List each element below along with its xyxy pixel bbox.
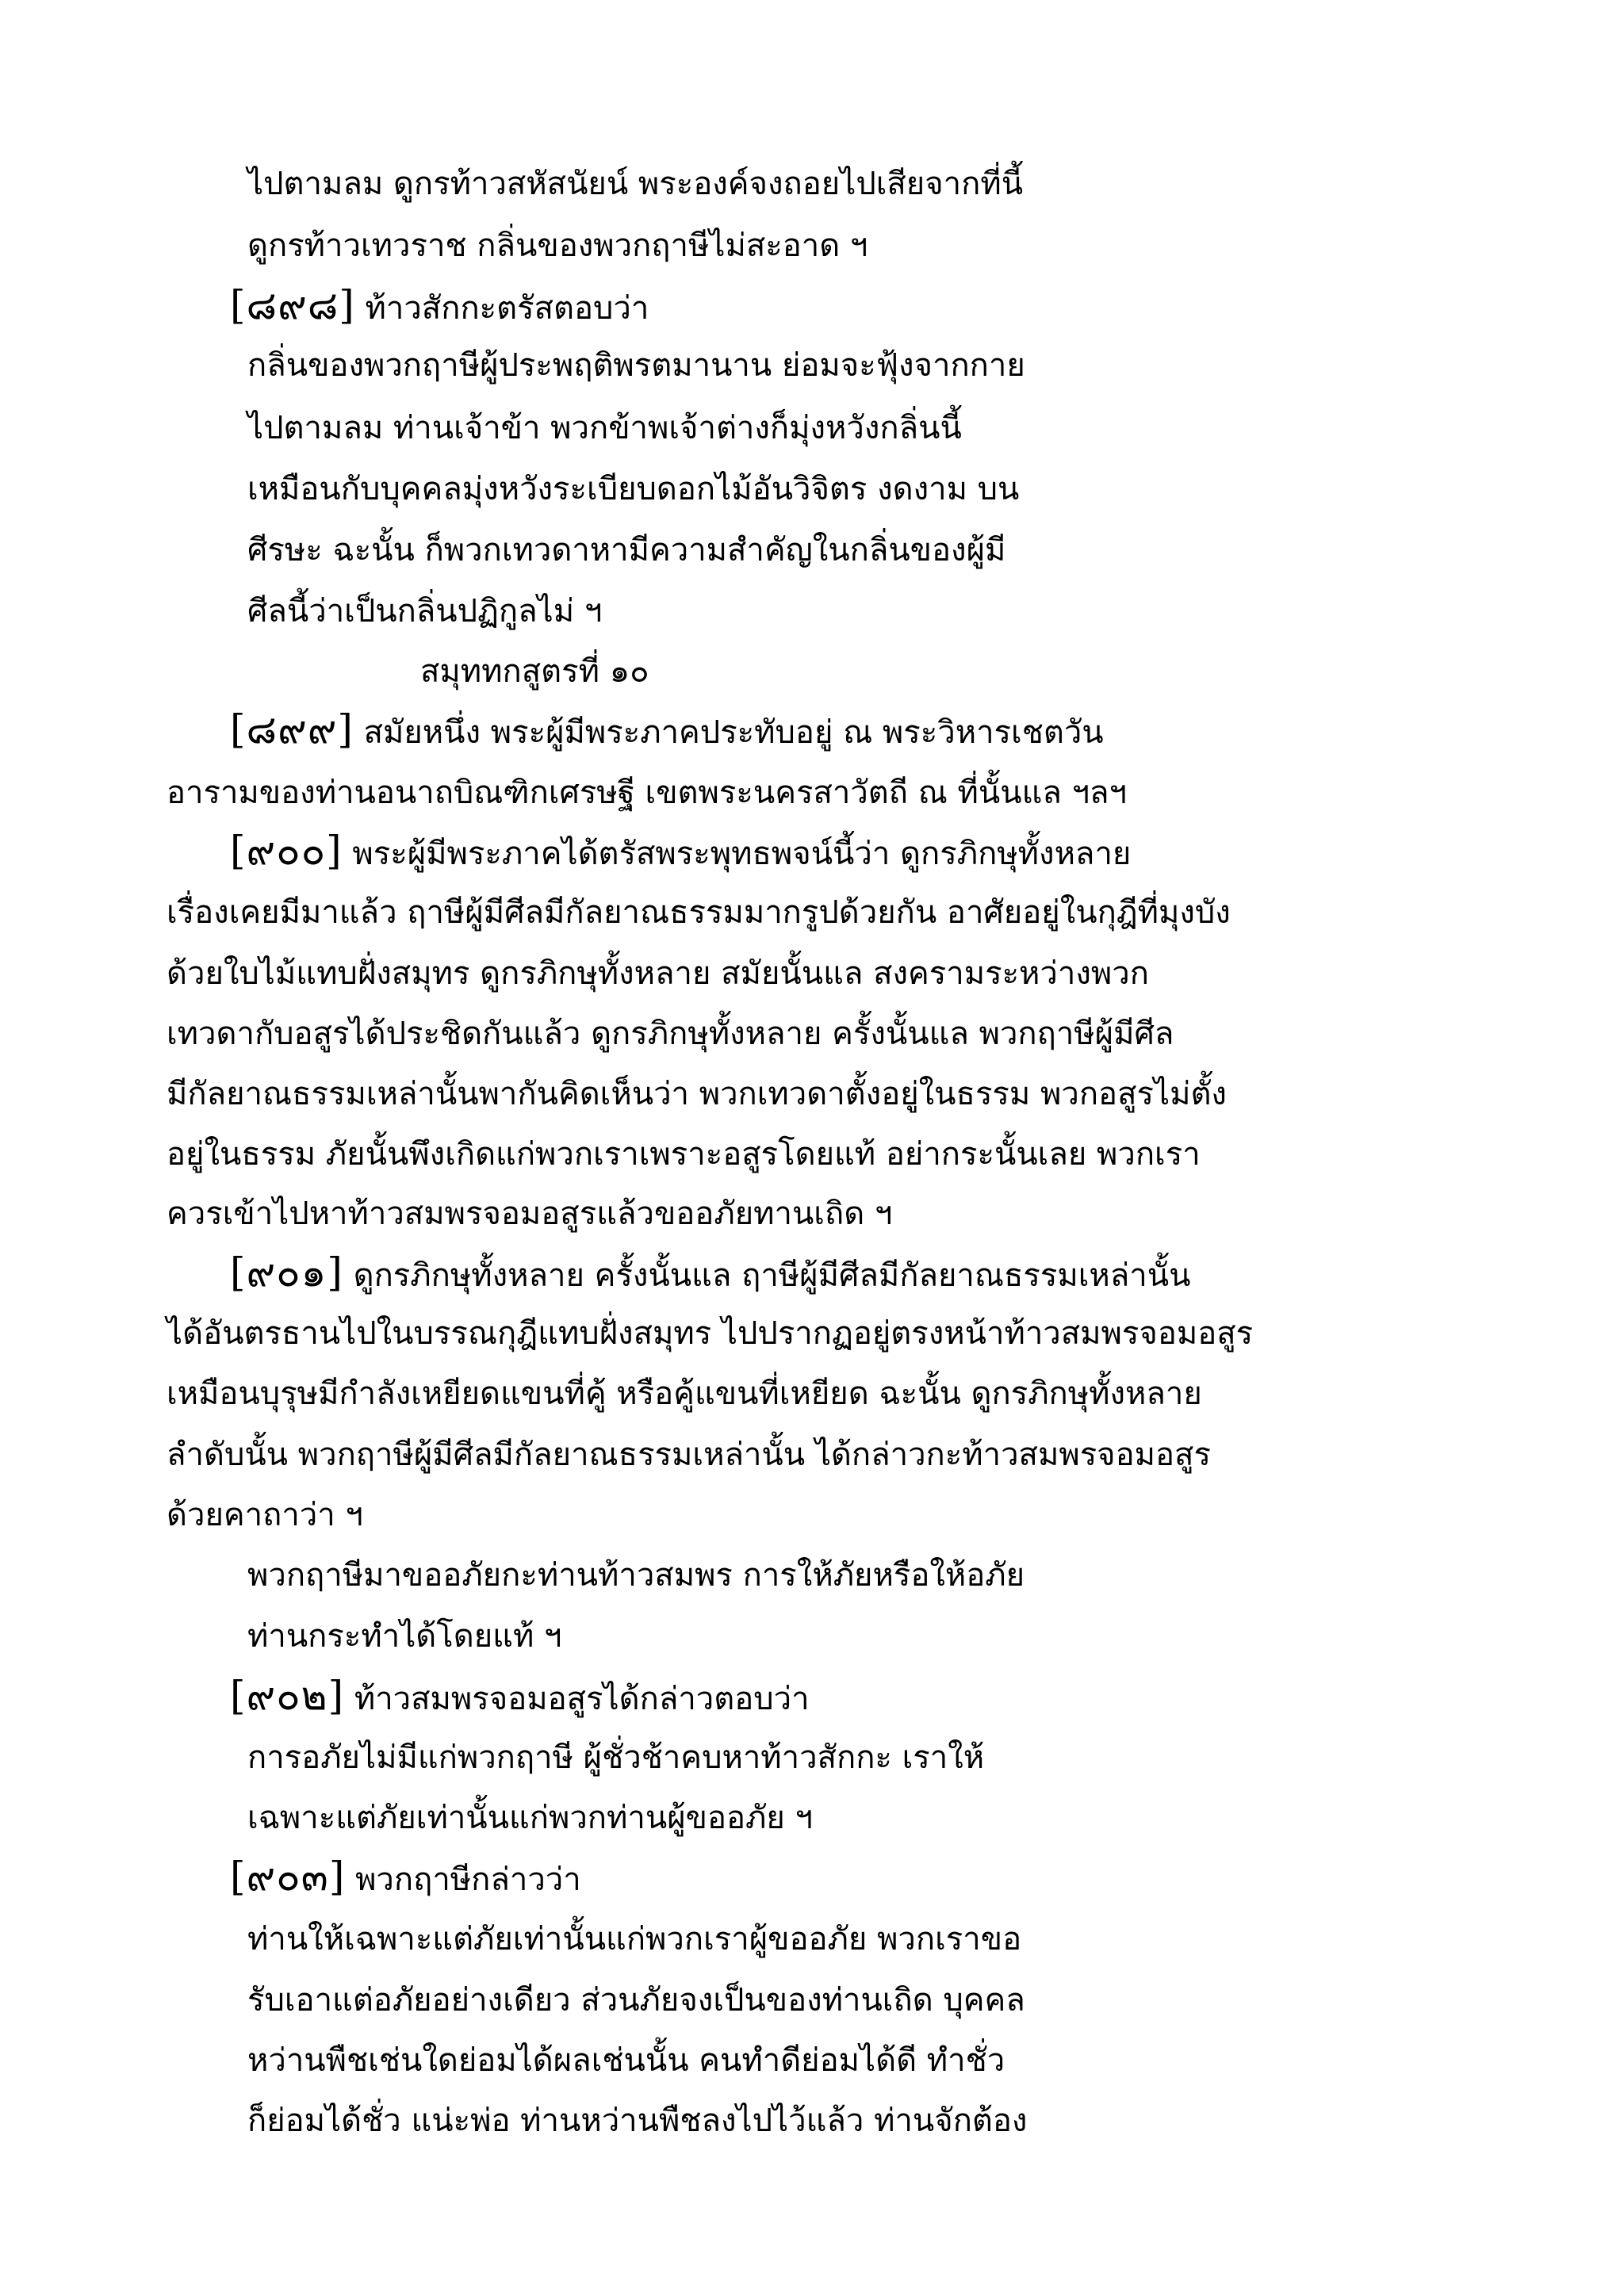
paragraph-heading [230, 1673, 810, 1719]
text-line: พวกฤาษีมาขออภัยกะท่านท้าวสมพร การให้ภัยหรือให้อภัย [247, 1557, 1025, 1594]
text-line: หว่านพืชเช่นใดย่อมได้ผลเช่นนั้น คนทำดีย่อมได้ดี ทำชั่ว [247, 2042, 1005, 2079]
text-line: เรื่องเคยมีมาแล้ว ฤาษีผู้มีศีลมีกัลยาณธรรมมากรูปด้วยกัน อาศัยอยู่ในกุฎีที่มุงบัง [167, 894, 1231, 931]
paragraph-number: [๘๙๘] [230, 282, 355, 328]
text-line: ดูกรภิกษุทั้งหลาย ครั้งนั้นแล ฤาษีผู้มีศีลมีกัลยาณธรรมเหล่านั้น [353, 1257, 1191, 1294]
paragraph-number: [๙๐๑] [230, 1249, 343, 1295]
text-line: เหมือนบุรุษมีกำลังเหยียดแขนที่คู้ หรือคู้แขนที่เหยียด ฉะนั้น ดูกรภิกษุทั้งหลาย [167, 1376, 1202, 1412]
text-line: ก็ย่อมได้ชั่ว แน่ะพ่อ ท่านหว่านพืชลงไปไว้แล้ว ท่านจักต้อง [247, 2103, 1028, 2139]
text-line: ดูกรท้าวเทวราช กลิ่นของพวกฤาษีไม่สะอาด ฯ [247, 228, 868, 264]
text-line: ไปตามลม ดูกรท้าวสหัสนัยน์ พระองค์จงถอยไปเสียจากที่นี้ [247, 166, 1024, 202]
text-line: ควรเข้าไปหาท้าวสมพรจอมอสูรแล้วขออภัยทานเถิด ฯ [167, 1196, 893, 1232]
text-line: การอภัยไม่มีแก่พวกฤาษี ผู้ชั่วช้าคบหาท้าวสักกะ เราให้ [247, 1739, 985, 1776]
text-line: ลำดับนั้น พวกฤาษีผู้มีศีลมีกัลยาณธรรมเหล่านั้น ได้กล่าวกะท้าวสมพรจอมอสูร [167, 1437, 1211, 1473]
paragraph-number: [๘๙๙] [230, 706, 354, 752]
text-line: เหมือนกับบุคคลมุ่งหวังระเบียบดอกไม้อันวิจิตร งดงาม บน [247, 471, 1020, 507]
text-line: ศีลนี้ว่าเป็นกลิ่นปฏิกูลไม่ ฯ [247, 593, 603, 629]
text-line: เทวดากับอสูรได้ประชิดกันแล้ว ดูกรภิกษุทั้งหลาย ครั้งนั้นแล พวกฤาษีผู้มีศีล [167, 1016, 1174, 1052]
text-line: สมัยหนึ่ง พระผู้มีพระภาคประทับอยู่ ณ พระวิหารเชตวัน [363, 714, 1104, 751]
text-line: พระผู้มีพระภาคได้ตรัสพระพุทธพจน์นี้ว่า ดูกรภิกษุทั้งหลาย [352, 836, 1132, 872]
paragraph-heading [230, 282, 649, 328]
paragraph-number: [๙๐๓] [230, 1854, 346, 1900]
text-line: มีกัลยาณธรรมเหล่านั้นพากันคิดเห็นว่า พวกเทวดาตั้งอยู่ในธรรม พวกอสูรไม่ตั้ง [167, 1076, 1227, 1112]
text-line: กลิ่นของพวกฤาษีผู้ประพฤติพรตมานาน ย่อมจะฟุ้งจากกาย [247, 347, 1025, 384]
text-line: อารามของท่านอนาถบิณฑิกเศรษฐี เขตพระนครสาวัตถี ณ ที่นั้นแล ฯลฯ [167, 775, 1128, 811]
text-line: ท้าวสมพรจอมอสูรได้กล่าวตอบว่า [354, 1681, 810, 1717]
text-line: ศีรษะ ฉะนั้น ก็พวกเทวดาหามีความสำคัญในกลิ่นของผู้มี [247, 532, 1006, 568]
paragraph-number: [๙๐๒] [230, 1673, 345, 1719]
sutta-title: สมุททกสูตรที่ ๑๐ [420, 653, 649, 690]
text-line: ท่านกระทำได้โดยแท้ ฯ [247, 1618, 562, 1655]
text-line: ท้าวสักกะตรัสตอบว่า [365, 290, 649, 327]
paragraph-heading [230, 706, 1104, 752]
paragraph-heading [230, 828, 1132, 874]
paragraph-heading [230, 1249, 1191, 1295]
paragraph-number: [๙๐๐] [230, 828, 343, 874]
text-line: พวกฤาษีกล่าวว่า [355, 1862, 581, 1898]
text-line: ได้อันตรธานไปในบรรณกุฎีแทบฝั่งสมุทร ไปปรากฏอยู่ตรงหน้าท้าวสมพรจอมอสูร [167, 1315, 1254, 1352]
text-line: ท่านให้เฉพาะแต่ภัยเท่านั้นแก่พวกเราผู้ขออภัย พวกเราขอ [247, 1921, 1022, 1957]
text-line: ด้วยคาถาว่า ฯ [167, 1497, 363, 1533]
text-line: ไปตามลม ท่านเจ้าข้า พวกข้าพเจ้าต่างก็มุ่งหวังกลิ่นนี้ [247, 410, 962, 446]
text-line: อยู่ในธรรม ภัยนั้นพึงเกิดแก่พวกเราเพราะอสูรโดยแท้ อย่ากระนั้นเลย พวกเรา [167, 1136, 1201, 1173]
paragraph-heading [230, 1854, 581, 1900]
text-line: ด้วยใบไม้แทบฝั่งสมุทร ดูกรภิกษุทั้งหลาย สมัยนั้นแล สงครามระหว่างพวก [167, 955, 1149, 992]
text-line: รับเอาแต่อภัยอย่างเดียว ส่วนภัยจงเป็นของท่านเถิด บุคคล [247, 1982, 1025, 2019]
text-line: เฉพาะแต่ภัยเท่านั้นแก่พวกท่านผู้ขออภัย ฯ [247, 1800, 814, 1836]
